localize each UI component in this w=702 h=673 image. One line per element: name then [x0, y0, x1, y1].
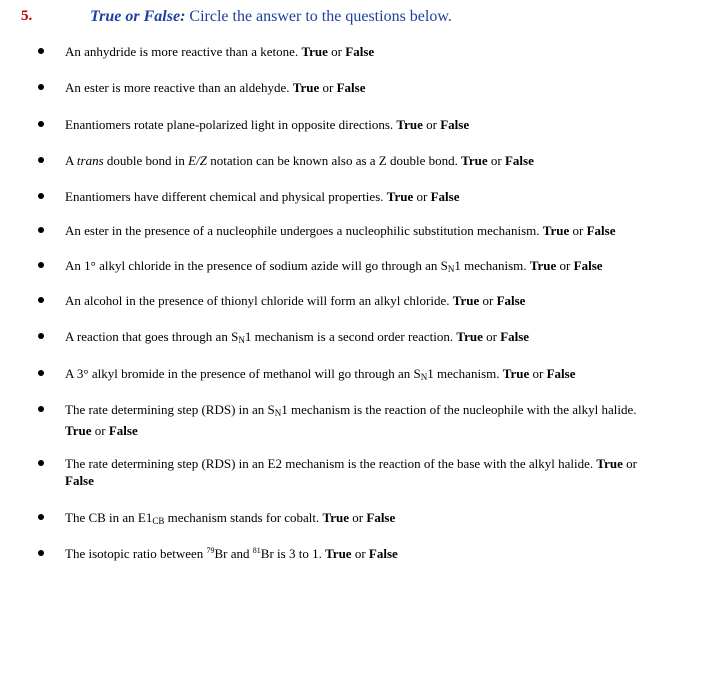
true-option[interactable]: True	[292, 80, 320, 95]
false-option[interactable]: False	[336, 80, 366, 95]
or-text: or	[569, 223, 587, 238]
statement-5	[65, 188, 650, 205]
statement-12	[65, 455, 650, 489]
bullet-icon	[38, 460, 44, 466]
statement-text: double bond in	[103, 153, 189, 168]
bullet-icon	[38, 121, 44, 127]
bullet-icon	[38, 406, 44, 412]
statement-3	[65, 116, 650, 133]
statement-text: An anhydride is more reactive than a ketone.	[65, 44, 302, 59]
or-text: or	[622, 456, 637, 471]
statement-2	[65, 79, 650, 96]
or-text: or	[349, 510, 367, 525]
statement-text: Enantiomers rotate plane-polarized light in opposite directions.	[65, 117, 397, 132]
subscript: N	[238, 335, 245, 345]
bullet-icon	[38, 333, 44, 339]
or-text: or	[479, 293, 497, 308]
false-option[interactable]: False	[573, 258, 603, 273]
statement-11	[65, 401, 650, 439]
bullet-icon	[38, 227, 44, 233]
superscript: 81	[252, 546, 261, 555]
statement-text: mechanism stands for cobalt.	[164, 510, 323, 525]
ez-term: E/Z	[188, 153, 207, 168]
trans-term: trans	[76, 153, 104, 168]
statement-text: A 3° alkyl bromide in the presence of methanol will go through an S	[65, 366, 421, 381]
or-text: or	[91, 423, 109, 438]
true-option[interactable]: True	[529, 258, 557, 273]
or-text: or	[487, 153, 505, 168]
or-text: or	[319, 80, 337, 95]
true-option[interactable]: True	[301, 44, 328, 59]
false-option[interactable]: False	[440, 117, 470, 132]
false-option[interactable]: False	[345, 44, 375, 59]
or-text: or	[413, 189, 431, 204]
or-text: or	[556, 258, 574, 273]
bullet-icon	[38, 262, 44, 268]
bullet-icon	[38, 48, 44, 54]
statement-text: Enantiomers have different chemical and physical properties.	[65, 189, 387, 204]
statement-text: The CB in an E1	[65, 510, 153, 525]
statement-text: An alcohol in the presence of thionyl chloride will form an alkyl chloride.	[65, 293, 453, 308]
statement-text: The rate determining step (RDS) in an S	[65, 402, 275, 417]
or-text: or	[482, 329, 501, 344]
statement-7	[65, 257, 650, 278]
true-option[interactable]: True	[65, 423, 92, 438]
or-text: or	[351, 546, 369, 561]
statement-10	[65, 365, 650, 386]
statement-text: 1 mechanism.	[427, 366, 503, 381]
true-option[interactable]: True	[502, 366, 530, 381]
question-instruction: Circle the answer to the questions below.	[185, 8, 452, 25]
question-header	[90, 8, 452, 26]
bullet-icon	[38, 514, 44, 520]
statement-text: A reaction that goes through an S	[65, 329, 239, 344]
bullet-icon	[38, 193, 44, 199]
statement-13	[65, 509, 650, 530]
or-text: or	[422, 117, 441, 132]
true-option[interactable]: True	[596, 456, 623, 471]
subscript: CB	[152, 516, 165, 526]
false-option[interactable]: False	[496, 293, 526, 308]
question-title: True or False:	[90, 8, 186, 25]
statement-text: The isotopic ratio between	[65, 546, 207, 561]
statement-text: Br and	[214, 546, 253, 561]
false-option[interactable]: False	[108, 423, 138, 438]
true-option[interactable]: True	[542, 223, 570, 238]
statement-text: A	[65, 153, 77, 168]
bullet-icon	[38, 550, 44, 556]
statement-text: 1 mechanism is a second order reaction.	[244, 329, 457, 344]
bullet-icon	[38, 84, 44, 90]
superscript: 79	[206, 546, 215, 555]
false-option[interactable]: False	[430, 189, 460, 204]
true-option[interactable]: True	[322, 510, 350, 525]
statement-8	[65, 292, 650, 309]
subscript: N	[420, 372, 428, 382]
true-option[interactable]: True	[452, 293, 480, 308]
false-option[interactable]: False	[65, 473, 94, 488]
false-option[interactable]: False	[500, 329, 530, 344]
statement-text: Br is 3 to 1.	[260, 546, 326, 561]
statement-text: 1 mechanism is the reaction of the nucleophile with the alkyl halide.	[281, 402, 637, 417]
bullet-icon	[38, 370, 44, 376]
statement-text: An ester is more reactive than an aldehyde.	[65, 80, 293, 95]
subscript: N	[447, 264, 455, 274]
true-option[interactable]: True	[325, 546, 352, 561]
statement-text: The rate determining step (RDS) in an E2 mechanism is the reaction of the base with the alkyl halide.	[65, 456, 597, 471]
statement-text: 1 mechanism.	[454, 258, 530, 273]
bullet-icon	[38, 297, 44, 303]
false-option[interactable]: False	[504, 153, 534, 168]
true-option[interactable]: True	[461, 153, 488, 168]
statement-14	[65, 545, 650, 562]
subscript: N	[274, 408, 282, 418]
false-option[interactable]: False	[366, 510, 396, 525]
statement-6	[65, 222, 650, 239]
statement-4	[65, 152, 650, 169]
or-text: or	[327, 44, 346, 59]
statement-text: An ester in the presence of a nucleophile undergoes a nucleophilic substitution mechanism.	[65, 223, 543, 238]
false-option[interactable]: False	[546, 366, 576, 381]
bullet-icon	[38, 157, 44, 163]
false-option[interactable]: False	[368, 546, 398, 561]
true-option[interactable]: True	[386, 189, 414, 204]
statement-text: notation can be known also as a Z double bond.	[206, 153, 462, 168]
question-number: 5.	[21, 8, 33, 24]
statement-9	[65, 328, 650, 349]
true-option[interactable]: True	[456, 329, 483, 344]
false-option[interactable]: False	[586, 223, 616, 238]
or-text: or	[529, 366, 547, 381]
statement-1	[65, 43, 650, 60]
statement-text: An 1° alkyl chloride in the presence of sodium azide will go through an S	[65, 258, 448, 273]
true-option[interactable]: True	[396, 117, 423, 132]
